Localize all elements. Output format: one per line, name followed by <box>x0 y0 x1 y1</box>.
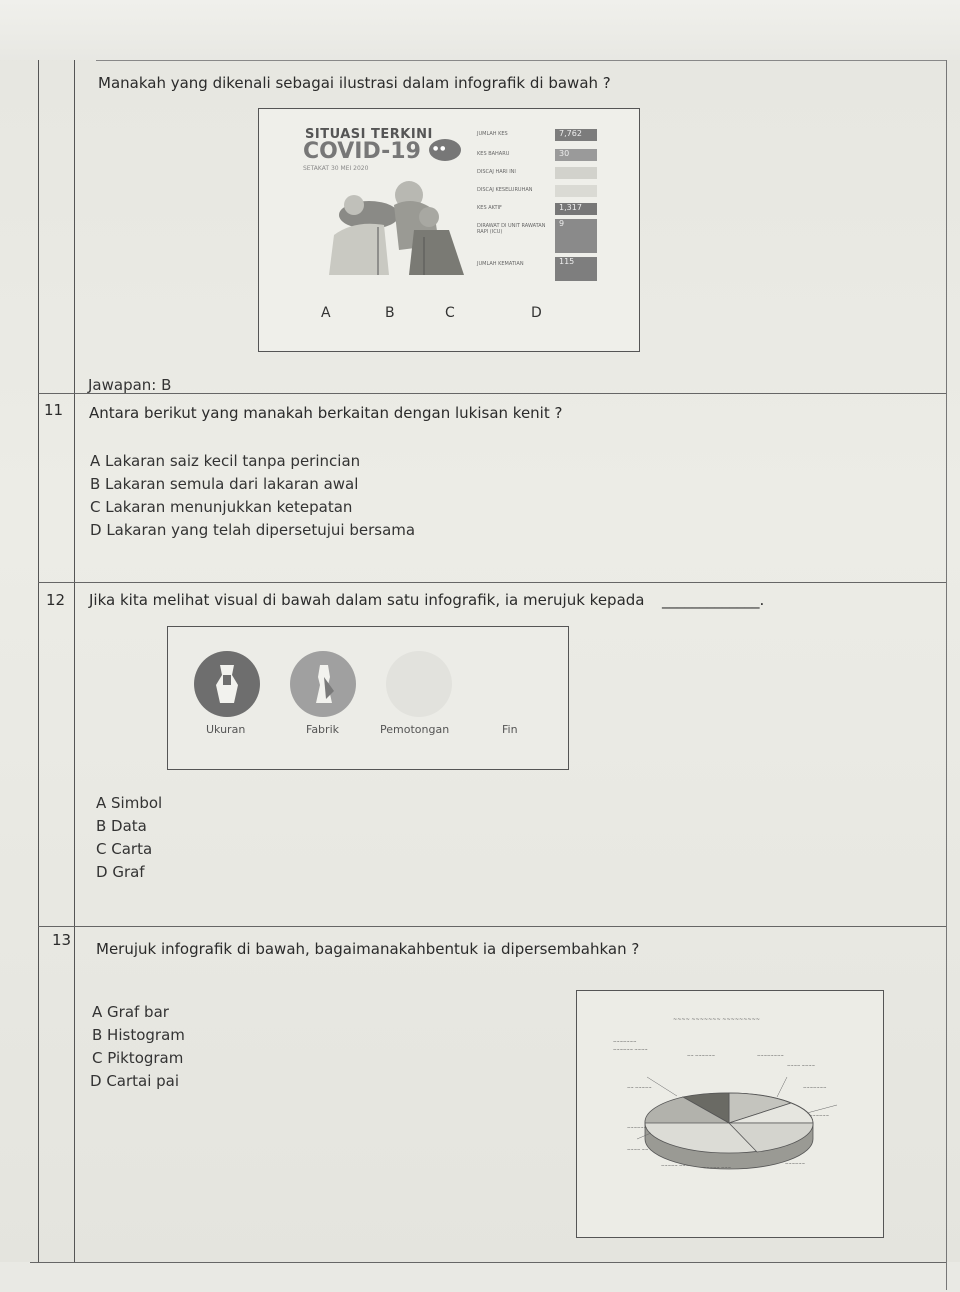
stat-value-active-cases: 1,317 <box>555 203 597 215</box>
question-13-number: 13 <box>52 931 72 949</box>
question-11-number: 11 <box>44 401 64 419</box>
stat-label-discharged-today: DISCAJ HARI INI <box>477 169 516 175</box>
stat-value-total-cases: 7,762 <box>555 129 597 141</box>
row-divider-12-13 <box>38 926 946 927</box>
ukuran-icon <box>194 651 260 717</box>
pie-label-illegible: ~~ ~~~~~~ <box>687 1053 716 1058</box>
ministry-logo-icon: ● ● <box>429 139 461 161</box>
stat-label-discharged-total: DISCAJ KESELURUHAN <box>477 187 533 193</box>
question-11-text: Antara berikut yang manakah berkaitan dengan lukisan kenit ? <box>89 404 563 422</box>
stat-label-active-cases: KES AKTIF <box>477 205 502 211</box>
fabrik-label: Fabrik <box>306 723 339 736</box>
label-b: B <box>385 305 395 321</box>
page-shadow-bottom <box>0 1262 960 1292</box>
pie-label-illegible: ~~~~~~~~ <box>757 1053 784 1058</box>
q11-option-c[interactable]: C Lakaran menunjukkan ketepatan <box>90 498 353 516</box>
q11-option-b[interactable]: B Lakaran semula dari lakaran awal <box>90 475 359 493</box>
ukuran-label: Ukuran <box>206 723 246 736</box>
q11-option-a[interactable]: A Lakaran saiz kecil tanpa perincian <box>90 452 361 470</box>
pie-label-illegible: ~~~~~~ <box>627 1125 648 1130</box>
pie-label-illegible: ~~~~~~ <box>809 1113 830 1118</box>
question-10-text: Manakah yang dikenali sebagai ilustrasi dalam infografik di bawah ? <box>98 74 611 92</box>
pie-label-illegible: ~~~~~ ~~~ <box>703 1165 732 1170</box>
table-right-border <box>946 60 947 1290</box>
table-left-border <box>38 60 39 1262</box>
stat-value-deaths: 115 <box>555 257 597 281</box>
question-12-blank: _____________. <box>662 591 765 609</box>
table-number-column-border <box>74 60 75 1262</box>
question-12-number: 12 <box>46 591 66 609</box>
stat-value-icu: 9 <box>555 219 597 253</box>
pie-label-illegible: ~~~~ ~~~~ <box>787 1063 816 1068</box>
pie-label-illegible: ~~~~~ ~~~ <box>661 1163 690 1168</box>
pie-label-illegible: ~~~~~~ <box>785 1161 806 1166</box>
infographic-subtitle: COVID-19 <box>303 139 421 164</box>
stat-label-icu: DIRAWAT DI UNIT RAWATAN RAPI (ICU) <box>477 223 546 235</box>
pie-label-illegible: ~~~~~~ ~~~~ <box>613 1047 648 1052</box>
page-shadow-top <box>0 0 960 60</box>
stat-value-discharged-today <box>555 167 597 179</box>
q13-option-b[interactable]: B Histogram <box>92 1026 185 1044</box>
fin-label: Fin <box>502 723 518 736</box>
fabrik-icon <box>290 651 356 717</box>
q12-option-a[interactable]: A Simbol <box>96 794 163 812</box>
fashion-icons-figure <box>167 626 569 770</box>
stat-label-deaths: JUMLAH KEMATIAN <box>477 261 524 267</box>
q12-option-b[interactable]: B Data <box>96 817 147 835</box>
label-d: D <box>531 305 542 321</box>
q13-option-a[interactable]: A Graf bar <box>92 1003 169 1021</box>
covid-infographic <box>258 108 640 352</box>
pie-label-illegible: ~~ ~~~~~ <box>627 1085 652 1090</box>
row-divider-10-11 <box>38 393 946 394</box>
stat-value-discharged-total <box>555 185 597 197</box>
label-c: C <box>445 305 455 321</box>
label-a: A <box>321 305 331 321</box>
question-12-text: Jika kita melihat visual di bawah dalam satu infografik, ia merujuk kepada <box>89 591 645 609</box>
table-bottom-border <box>30 1262 946 1263</box>
q12-option-c[interactable]: C Carta <box>96 840 153 858</box>
row-divider-11-12 <box>38 582 946 583</box>
stat-label-total-cases: JUMLAH KES <box>477 131 508 137</box>
answer-10: Jawapan: B <box>88 376 172 394</box>
pie-chart-infographic <box>576 990 884 1238</box>
table-top-border <box>96 60 946 61</box>
stat-value-new-cases: 30 <box>555 149 597 161</box>
q12-option-d[interactable]: D Graf <box>96 863 145 881</box>
q13-option-d[interactable]: D Cartai pai <box>90 1072 180 1090</box>
pie-label-illegible: ~~~~~~~ <box>613 1039 637 1044</box>
pie-3d-graphic <box>577 991 883 1237</box>
pie-label-illegible: ~~~~ ~~ <box>627 1147 649 1152</box>
infographic-title: SITUASI TERKINI <box>305 127 433 142</box>
q11-option-d[interactable]: D Lakaran yang telah dipersetujui bersama <box>90 521 416 539</box>
health-workers-illustration <box>314 175 469 275</box>
question-13-text: Merujuk infografik di bawah, bagaimanakahbentuk ia dipersembahkan ? <box>96 940 640 958</box>
pemotongan-label: Pemotongan <box>380 723 450 736</box>
pie-chart-title-illegible: ~~~~ ~~~~~~~ ~~~~~~~~~ <box>673 1017 760 1023</box>
stat-label-new-cases: KES BAHARU <box>477 151 510 157</box>
pemotongan-icon <box>386 651 452 717</box>
pie-label-illegible: ~~~~~~~ <box>803 1085 827 1090</box>
q13-option-c[interactable]: C Piktogram <box>92 1049 184 1067</box>
infographic-date: SETAKAT 30 MEI 2020 <box>303 165 369 172</box>
